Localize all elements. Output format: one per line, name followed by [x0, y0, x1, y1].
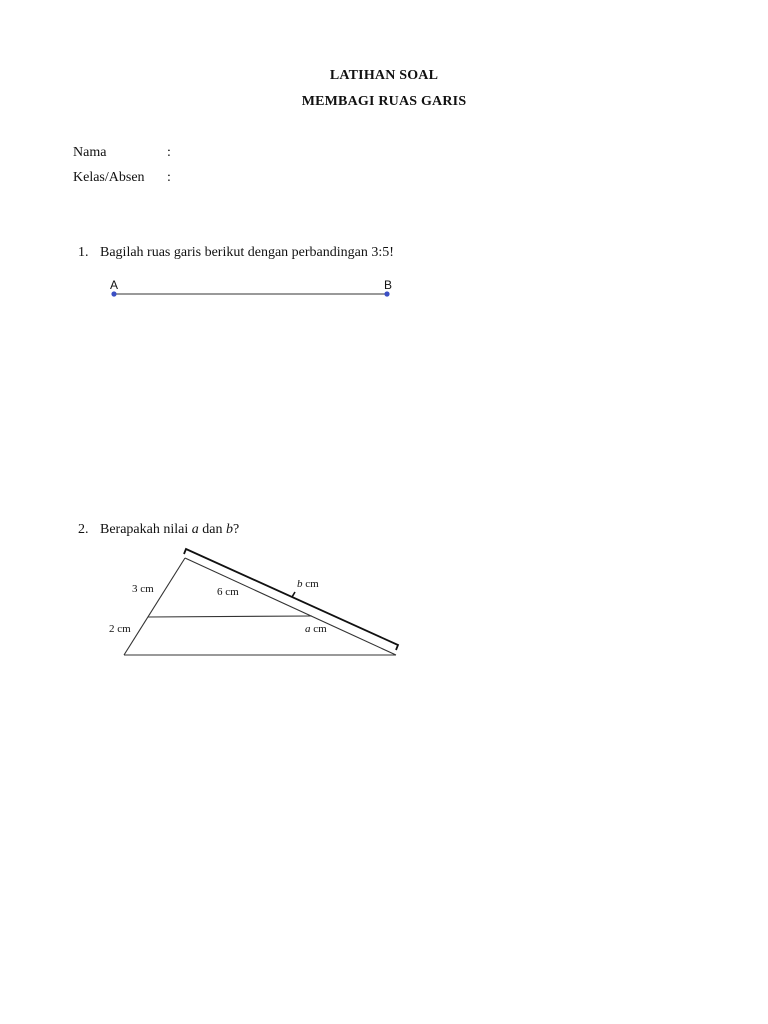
question-1	[78, 245, 394, 261]
measure-bracket-b	[184, 549, 398, 650]
label-6cm: 6 cm	[217, 586, 239, 598]
class-label: Kelas/Absen	[73, 170, 145, 185]
question-2-var-b: b	[225, 522, 233, 537]
point-a-dot	[111, 291, 116, 296]
name-separator: :	[167, 145, 171, 160]
line-segment-ab-figure	[100, 272, 400, 304]
label-a-unit: cm	[310, 623, 327, 635]
point-b-dot	[384, 291, 389, 296]
class-field	[73, 170, 171, 186]
question-2-text-suffix: ?	[232, 522, 240, 537]
label-a-cm	[305, 623, 327, 635]
triangle-left-side	[124, 558, 185, 655]
label-b-cm	[297, 578, 319, 590]
measure-tick-b	[292, 592, 295, 597]
label-b-var: b	[297, 578, 303, 590]
label-a-var: a	[305, 623, 311, 635]
question-1-number: 1.	[78, 245, 89, 260]
question-2	[78, 522, 239, 538]
worksheet-subtitle: MEMBAGI RUAS GARIS	[301, 94, 467, 109]
label-b-unit: cm	[302, 578, 319, 590]
point-b-label: B	[384, 278, 393, 292]
question-1-text: Bagilah ruas garis berikut dengan perbandingan 3:5!	[100, 245, 394, 260]
name-label: Nama	[73, 145, 107, 160]
parallel-segment	[148, 616, 312, 617]
worksheet-title: LATIHAN SOAL	[329, 68, 439, 83]
triangle-figure	[100, 545, 410, 665]
name-field	[73, 145, 171, 161]
label-2cm: 2 cm	[109, 623, 131, 635]
point-a-label: A	[110, 278, 119, 292]
triangle-hypotenuse	[185, 558, 396, 655]
class-separator: :	[167, 170, 171, 185]
question-2-number: 2.	[78, 522, 89, 537]
question-2-text-mid: dan	[198, 522, 226, 537]
question-2-var-a: a	[191, 522, 199, 537]
question-2-text-prefix: Berapakah nilai	[100, 522, 192, 537]
label-3cm: 3 cm	[132, 583, 154, 595]
